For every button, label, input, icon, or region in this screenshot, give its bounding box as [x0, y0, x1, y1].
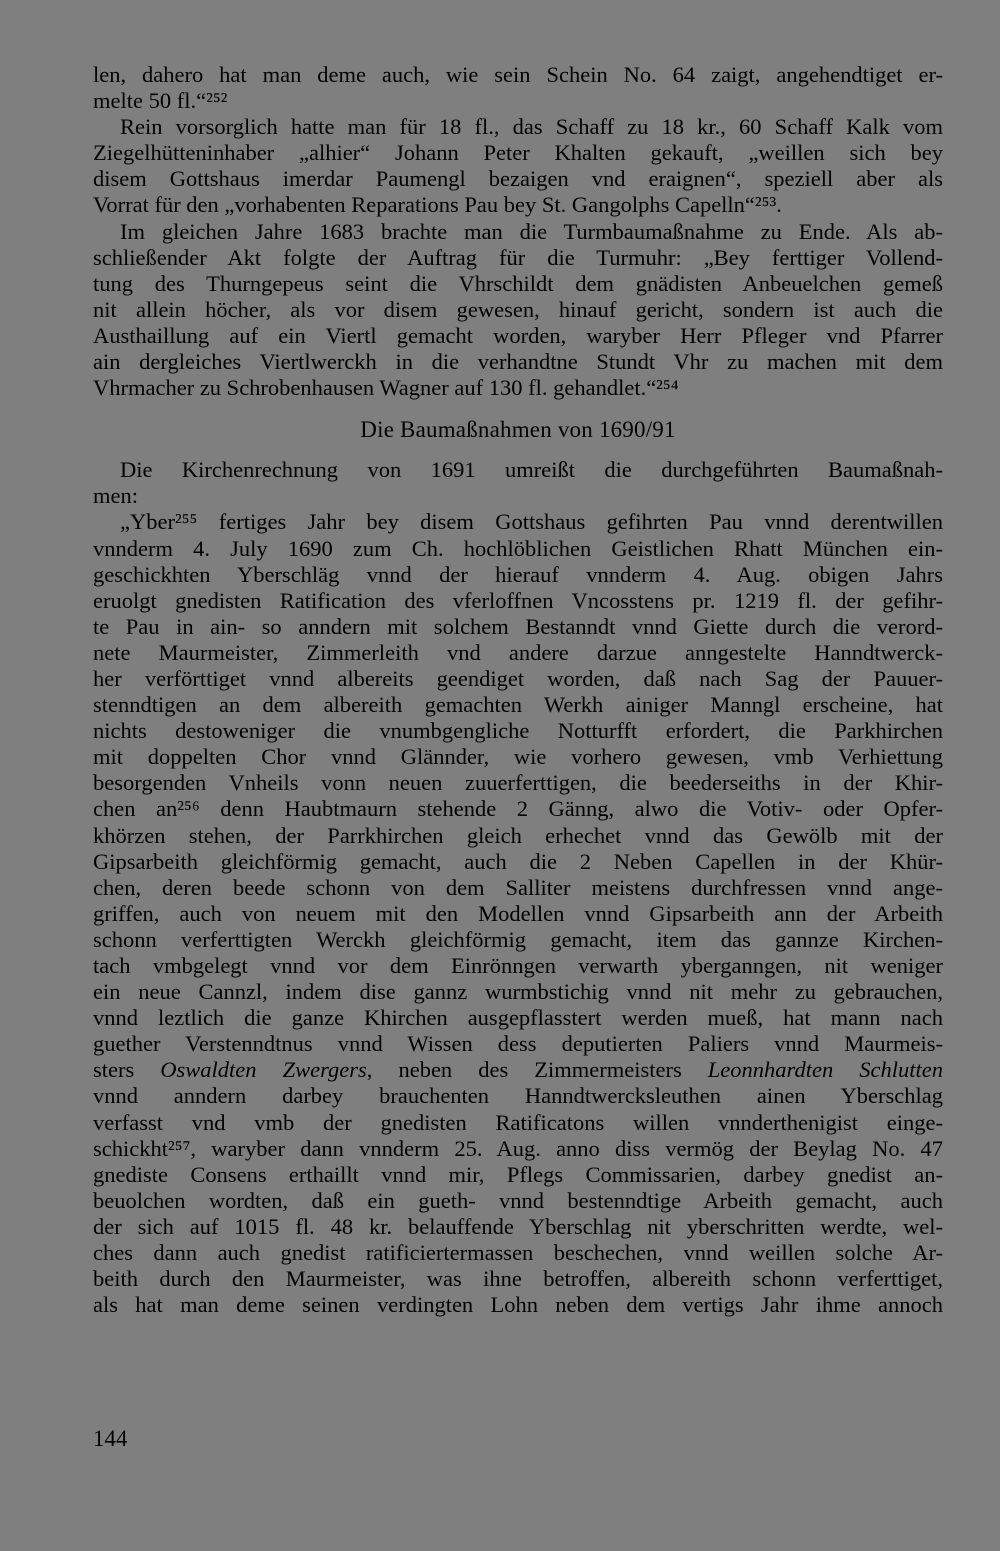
text-line: beuolchen wordten, daß ein gueth- vnnd bestenndtige Arbeith gemacht, auch	[93, 1187, 943, 1213]
page-number: 144	[93, 1426, 128, 1451]
text-line: vnnd anndern darbey brauchenten Hanndtwercksleuthen ainen Yberschlag	[93, 1083, 943, 1109]
text-line: mit doppelten Chor vnnd Glännder, wie vorhero gewesen, vmb Verhiettung	[93, 744, 943, 770]
text-block-intro	[93, 62, 943, 401]
text-line: chen an²⁵⁶ denn Haubtmaurn stehende 2 Gänng, alwo die Votiv- oder Opfer-	[93, 796, 943, 822]
text-line: schickht²⁵⁷, waryber dann vnnderm 25. Aug. anno diss vermög der Beylag No. 47	[93, 1135, 943, 1161]
text-line: vnnderm 4. July 1690 zum Ch. hochlöblichen Geistlichen Rhatt München ein-	[93, 535, 943, 561]
text-line	[93, 1057, 943, 1083]
text-line: geschickhten Yberschläg vnnd der hierauf vnnderm 4. Aug. obigen Jahrs	[93, 561, 943, 587]
italic-name: Oswaldten Zwergers	[160, 1057, 367, 1083]
text-line: her verförttiget vnnd albereits geendiget worden, daß nach Sag der Pauuer-	[93, 665, 943, 691]
text-line: men:	[93, 483, 138, 509]
text-line: Austhaillung auf ein Viertl gemacht worden, waryber Herr Pfleger vnd Pfarrer	[93, 322, 943, 348]
text-fragment: , neben des Zimmermeisters	[366, 1057, 708, 1083]
text-line: chen, deren beede schonn von dem Salliter meistens durchfressen vnnd ange-	[93, 874, 943, 900]
text-line: „Yber²⁵⁵ fertiges Jahr bey disem Gottshaus gefihrten Pau vnnd derentwillen	[120, 509, 943, 535]
text-line: Gipsarbeith gleichförmig gemacht, auch die 2 Neben Capellen in der Khür-	[93, 848, 943, 874]
text-line: ches dann auch gnedist ratificiertermassen beschechen, vnnd weillen solche Ar-	[93, 1240, 943, 1266]
text-line: verfasst vnd vmb der gnedisten Ratificatons willen vnnderthenigist einge-	[93, 1109, 943, 1135]
text-line: schließender Akt folgte der Auftrag für die Turmuhr: „Bey ferttiger Vollend-	[93, 244, 943, 270]
text-line: len, dahero hat man deme auch, wie sein Schein No. 64 zaigt, angehendtiget er-	[93, 62, 943, 87]
text-line: tach vmbgelegt vnnd vor dem Einrönngen verwarth yberganngen, nit weniger	[93, 953, 943, 978]
text-line: khörzen stehen, der Parrkhirchen gleich erhechet vnnd das Gewölb mit der	[93, 822, 943, 848]
text-line: Vorrat für den „vorhabenten Reparations Pau bey St. Gangolphs Capelln“²⁵³.	[93, 192, 782, 218]
text-line: ein neue Cannzl, indem dise gannz wurmbstichig vnnd nit mehr zu gebrauchen,	[93, 979, 943, 1005]
text-line: Vhrmacher zu Schrobenhausen Wagner auf 130 fl. gehandlet.“²⁵⁴	[93, 375, 679, 401]
text-line: eruolgt gnedisten Ratification des vferloffnen Vncosstens pr. 1219 fl. der gefihr-	[93, 587, 943, 613]
text-line: gnediste Consens erthaillt vnnd mir, Pflegs Commissarien, darbey gnedist an-	[93, 1161, 943, 1187]
text-line: vnnd leztlich die ganze Khirchen ausgepflasstert werden mueß, hat mann nach	[93, 1005, 943, 1031]
text-line: nete Maurmeister, Zimmerleith vnd andere darzue anngestelte Hanndtwerck-	[93, 639, 943, 665]
text-line: ain dergleiches Viertlwerckh in die verhandtne Stundt Vhr zu machen mit dem	[93, 349, 943, 375]
text-fragment: sters	[93, 1057, 161, 1083]
text-block-quotation	[93, 457, 943, 1318]
text-line: Im gleichen Jahre 1683 brachte man die Turmbaumaßnahme zu Ende. Als ab-	[120, 218, 943, 244]
text-line: melte 50 fl.“²⁵²	[93, 88, 228, 114]
text-line: besorgenden Vnheils vonn neuen zuuerferttigen, die beederseiths in der Khir-	[93, 770, 943, 796]
text-line: tung des Thurngepeus seint die Vhrschildt dem gnädisten Anbeuelchen gemeß	[93, 270, 943, 296]
text-line: nichts destoweniger die vnumbgengliche Notturfft erfordert, die Parkhirchen	[93, 718, 943, 744]
text-line: Ziegelhütteninhaber „alhier“ Johann Peter Khalten gekauft, „weillen sich bey	[93, 140, 943, 166]
italic-name: Leonnhardten Schlutten	[707, 1057, 943, 1083]
text-line: griffen, auch von neuem mit den Modellen vnnd Gipsarbeith ann der Arbeith	[93, 900, 943, 926]
section-heading: Die Baumaßnahmen von 1690/91	[360, 417, 676, 443]
text-line: Die Kirchenrechnung von 1691 umreißt die durchgeführten Baumaßnah-	[120, 457, 943, 483]
text-line: guether Verstenndtnus vnnd Wissen dess deputierten Paliers vnnd Maurmeis-	[93, 1031, 943, 1057]
page-body	[93, 62, 943, 1318]
text-line: nit allein höcher, als vor disem gewesen, hinauf gericht, sondern ist auch die	[93, 296, 943, 322]
text-line: te Pau in ain- so anndern mit solchem Bestanndt vnnd Giette durch die verord-	[93, 613, 943, 639]
text-line: stenndtigen an dem albereith gemachten Werkh ainiger Manngl erscheine, hat	[93, 692, 943, 718]
text-line: schonn verferttigten Werckh gleichförmig gemacht, item das gannze Kirchen-	[93, 926, 943, 952]
text-line: Rein vorsorglich hatte man für 18 fl., das Schaff zu 18 kr., 60 Schaff Kalk vom	[120, 114, 943, 140]
text-line: der sich auf 1015 fl. 48 kr. belauffende Yberschlag nit yberschritten werdte, wel-	[93, 1213, 943, 1239]
text-line: als hat man deme seinen verdingten Lohn neben dem vertigs Jahr ihme annoch	[93, 1292, 943, 1318]
text-line: disem Gottshaus imerdar Paumengl bezaigen vnd eraignen“, speziell aber als	[93, 166, 943, 192]
text-line: beith durch den Maurmeister, was ihne betroffen, albereith schonn verferttiget,	[93, 1266, 943, 1292]
